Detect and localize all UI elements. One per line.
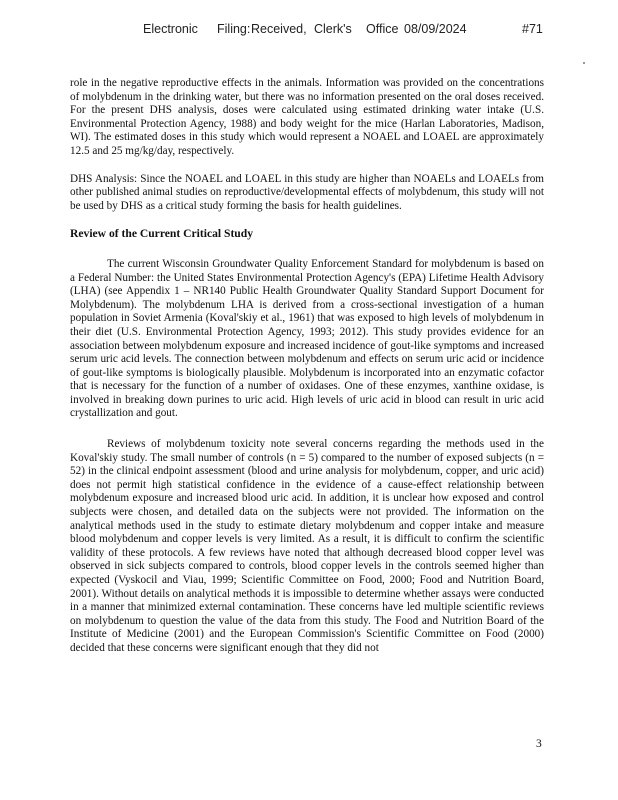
header-filing-date: 08/09/2024 [404,22,467,36]
header-document-number: #71 [522,22,543,36]
scan-speck [583,62,585,64]
paragraph-dhs-analysis: DHS Analysis: Since the NOAEL and LOAEL in this study are higher than NOAELs and LOAELs from other published animal studies on reproductive/developmental effects of molybdenum, this study will not be used by DHS as a critical study forming the basis for health guidelines. [70,172,544,212]
page-number: 3 [536,738,542,750]
header-word-filing: Filing: [217,22,251,36]
document-body [70,77,544,656]
paragraph-current-standard: The current Wisconsin Groundwater Quality Enforcement Standard for molybdenum is based on a Federal Number: the United States Environmental Protection Agency's (EPA) Lifetime Health Advisory (LHA) (see Appendix 1 – NR140 Public Health Groundwater Quality Standard Support Document for Molybdenum). The molybdenum LHA is derived from a cross-sectional investigation of a human population in Soviet Armenia (Koval'skiy et al., 1961) that was exposed to high levels of molybdenum in their diet (U.S. Environmental Protection Agency, 1993; 2012). This study provides evidence for an association between molybdenum exposure and increased incidence of gout-like symptoms and increased serum uric acid levels. The connection between molybdenum and effects on serum uric acid or incidence of gout-like symptoms is biologically plausible. Molybdenum is incorporated into an enzymatic cofactor that is necessary for the function of a number of oxidases. One of these enzymes, xanthine oxidase, is involved in breaking down purines to uric acid. High levels of uric acid in blood can result in uric acid crystallization and gout. [70,257,544,420]
header-word-received: Received, [251,22,307,36]
paragraph-continued: role in the negative reproductive effects in the animals. Information was provided on the concentrations of molybdenum in the drinking water, but there was no information presented on the oral doses received. For the present DHS analysis, doses were calculated using estimated drinking water intake (U.S. Environmental Protection Agency, 1988) and body weight for the mice (Harlan Laboratories, Madison, WI). The estimated doses in this study which would represent a NOAEL and LOAEL are approximately 12.5 and 25 mg/kg/day, respectively. [70,77,544,157]
header-word-clerks: Clerk's [314,22,352,36]
paragraph-reviews: Reviews of molybdenum toxicity note several concerns regarding the methods used in the Koval'skiy study. The small number of controls (n = 5) compared to the number of exposed subjects (n = 52) in the clinical endpoint assessment (blood and urine analysis for molybdenum, copper, and uric acid) does not permit high statistical confidence in the evidence of a cause-effect relationship between molybdenum exposure and increased blood uric acid. In addition, it is unclear how exposed and control subjects were chosen, and detailed data on the subjects were not provided. The information on the analytical methods used in the study to estimate dietary molybdenum and copper intake and measure blood molybdenum and copper levels is very limited. As a result, it is difficult to confirm the scientific validity of these protocols. A few reviews have noted that although decreased blood copper level was observed in sick subjects compared to controls, blood copper levels in the controls seemed higher than expected (Vyskocil and Viau, 1999; Scientific Committee on Food, 2000; Food and Nutrition Board, 2001). Without details on analytical methods it is impossible to determine whether assays were conducted in a manner that minimized external contamination. These concerns have led multiple scientific reviews on molybdenum to question the value of the data from this study. The Food and Nutrition Board of the Institute of Medicine (2001) and the European Commission's Scientific Committee on Food (2000) decided that these concerns were significant enough that they did not [70,438,544,654]
header-word-electronic: Electronic [143,22,198,36]
section-heading: Review of the Current Critical Study [70,227,254,241]
header-word-office: Office [366,22,399,36]
